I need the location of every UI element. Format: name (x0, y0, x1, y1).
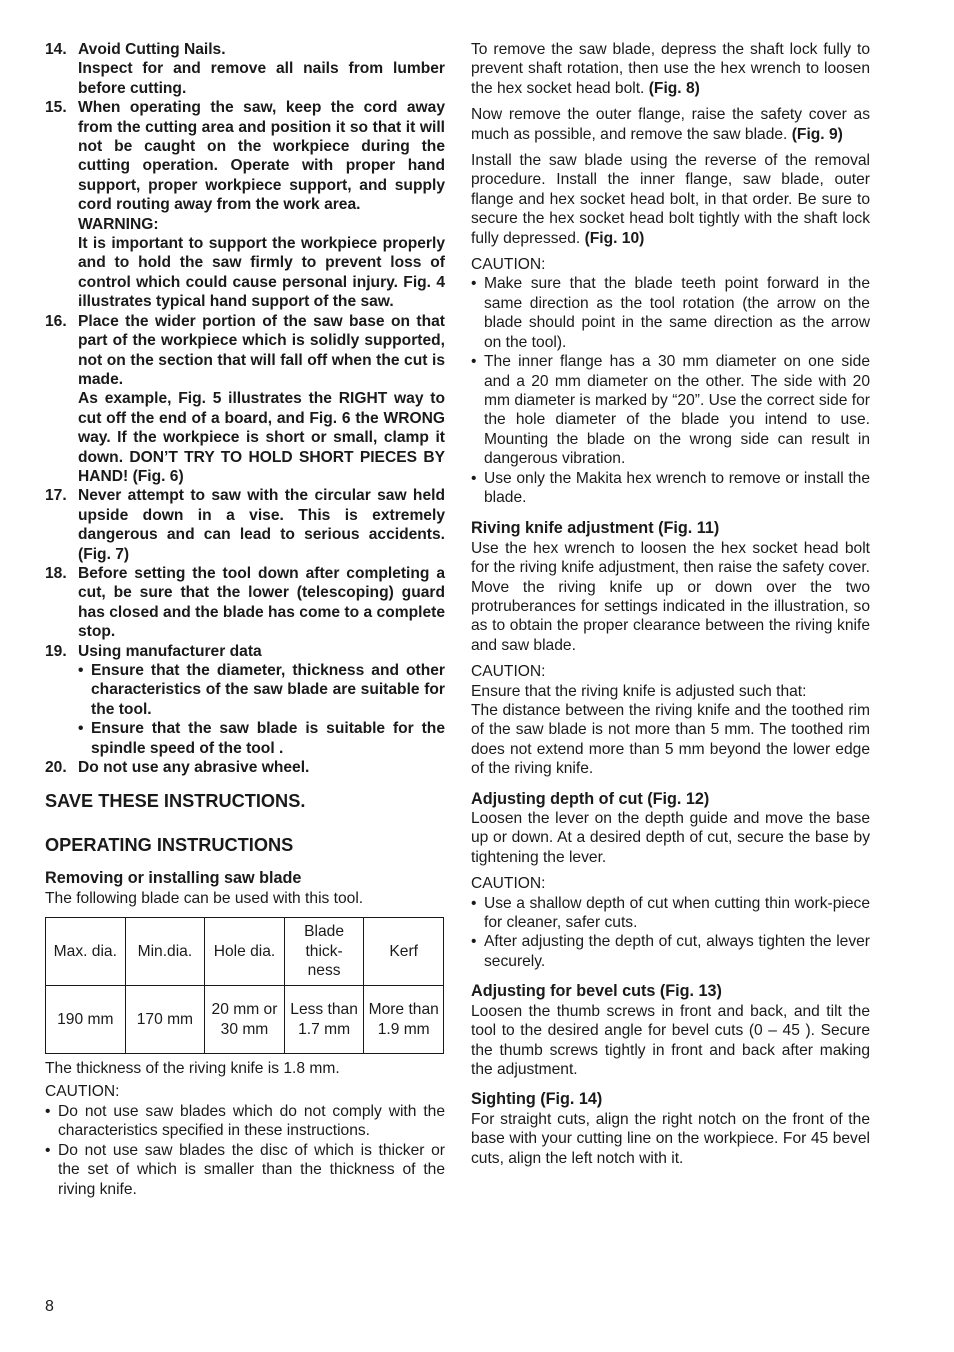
warning-label: WARNING: (78, 215, 159, 233)
table-header: Blade thick- ness (284, 918, 364, 986)
sub-bullet-list (78, 661, 445, 758)
caution-item: • Use only the Makita hex wrench to remove or install the blade. (471, 469, 870, 506)
safety-item-15 (45, 98, 445, 311)
table-cell: 190 mm (46, 986, 126, 1054)
table-cell: Less than 1.7 mm (284, 986, 364, 1054)
table-cell: 170 mm (125, 986, 205, 1054)
table-cell: 20 mm or 30 mm (205, 986, 285, 1054)
item-number: 19. (45, 642, 67, 660)
safety-item-20 (45, 758, 445, 777)
depth-caution-list (471, 894, 870, 972)
safety-item-19 (45, 642, 445, 758)
safety-item-18 (45, 564, 445, 642)
caution-item: • Make sure that the blade teeth point forward in the same direction as the tool rotation (the arrow on the blade should point in the same direction as the arrow on the tool). (471, 275, 870, 351)
fig-reference: (Fig. 8) (648, 79, 700, 97)
caution-label: CAUTION: (471, 256, 546, 274)
sub-bullet: • Ensure that the saw blade is suitable for the spindle speed of the tool . (78, 719, 445, 758)
item-number: 20. (45, 759, 67, 777)
item-title: Avoid Cutting Nails. (78, 41, 226, 58)
operating-instructions-heading: OPERATING INSTRUCTIONS (45, 834, 294, 855)
caution-item: • Do not use saw blades the disc of which is thicker or the set of which is smaller than the thickness of the riving knife. (45, 1141, 445, 1198)
left-column (45, 40, 445, 1199)
table-header-row (46, 918, 444, 986)
fig-reference: (Fig. 10) (584, 229, 645, 247)
item-text: As example, Fig. 5 illustrates the RIGHT way to cut off the end of a board, and Fig. 6 the WRONG way. If the workpiece is short or small, clamp it down. DON’T TRY TO HOLD SHORT PIECES BY HAND! (Fig. 6) (78, 390, 445, 485)
safety-item-16 (45, 312, 445, 487)
safety-item-14 (45, 40, 445, 98)
blade-intro: The following blade can be used with this tool. (45, 889, 364, 907)
remove-blade-paragraph: To remove the saw blade, depress the shaft lock fully to prevent shaft rotation, then use the hex wrench to loosen the hex socket head bolt. (Fig. 8) (471, 41, 870, 97)
sighting-body: For straight cuts, align the right notch on the front of the base with your cutting line on the workpiece. For 45 bevel cuts, align the left notch with it. (471, 1110, 870, 1167)
safety-list (45, 40, 445, 777)
page-number: 8 (45, 1298, 54, 1315)
install-blade-paragraph: Install the saw blade using the reverse of the removal procedure. Install the inner flange, saw blade, outer flange and hex socket head bolt, in that order. Be sure to secure the hex socket head bolt tightly with the shaft lock fully depressed. (Fig. 10) (471, 152, 870, 247)
safety-item-17 (45, 486, 445, 564)
bevel-cuts-heading: Adjusting for bevel cuts (Fig. 13) (471, 982, 722, 1001)
item-number: 14. (45, 41, 67, 58)
right-column (471, 40, 870, 1168)
item-number: 18. (45, 564, 67, 582)
fig-reference: (Fig. 9) (791, 125, 843, 143)
caution-item: • The inner flange has a 30 mm diameter on one side and a 20 mm diameter on the other. The side with 20 mm diameter is marked by “20”. Use the correct side for the hole diameter of the blade you intend to use. Mounting the blade on the wrong side can result in dangerous vibration. (471, 353, 870, 468)
item-number: 16. (45, 312, 67, 330)
save-instructions-heading: SAVE THESE INSTRUCTIONS. (45, 791, 306, 812)
table-header: Min.dia. (125, 918, 205, 986)
table-header: Kerf (364, 918, 444, 986)
blade-spec-table (45, 917, 444, 1054)
outer-flange-paragraph: Now remove the outer flange, raise the safety cover as much as possible, and remove the saw blade. (Fig. 9) (471, 106, 870, 143)
table-cell: More than 1.9 mm (364, 986, 444, 1054)
caution-label: CAUTION: (471, 663, 546, 681)
item-text: Place the wider portion of the saw base on that part of the workpiece which is solidly supported, not on the section that will fall off when the cut is made. (78, 312, 445, 388)
riving-knife-heading: Riving knife adjustment (Fig. 11) (471, 519, 720, 538)
item-text: Do not use any abrasive wheel. (78, 759, 310, 777)
riving-knife-body: Use the hex wrench to loosen the hex socket head bolt for the riving knife adjustment, then raise the safety cover. Move the riving knife up or down over the two protruberances for settings indicated in the illustration, so as to obtain the proper clearance between the riving knife and saw blade. (471, 539, 870, 654)
table-header: Hole dia. (205, 918, 285, 986)
caution-item: • After adjusting the depth of cut, always tighten the lever securely. (471, 933, 870, 970)
blade-caution-list (471, 274, 870, 507)
depth-of-cut-heading: Adjusting depth of cut (Fig. 12) (471, 789, 710, 808)
item-text: Never attempt to saw with the circular saw held upside down in a vise. This is extremely dangerous and can lead to serious accidents. (Fig. 7) (78, 487, 445, 563)
depth-of-cut-body: Loosen the lever on the depth guide and move the base up or down. At a desired depth of cut, secure the base by tightening the lever. (471, 810, 870, 866)
caution-label: CAUTION: (471, 875, 546, 893)
item-text: When operating the saw, keep the cord away from the cutting area and position it so that it will not be caught on the workpiece during the cutting operation. Operate with proper hand support, proper workpiece support, and supply cord routing away from the work area. (78, 99, 445, 214)
riving-caution-text: The distance between the riving knife and the toothed rim of the saw blade is not more than 5 mm. The toothed rim does not extend more than 5 mm beyond the lower edge of the riving knife. (471, 702, 870, 778)
item-text: Before setting the tool down after completing a cut, be sure that the lower (telescoping) guard has closed and the blade has come to a complete stop. (78, 564, 445, 641)
removing-blade-heading: Removing or installing saw blade (45, 869, 302, 888)
table-header: Max. dia. (46, 918, 126, 986)
sub-bullet: • Ensure that the diameter, thickness and other characteristics of the saw blade are suitable for the tool. (78, 661, 445, 719)
item-number: 15. (45, 99, 67, 117)
caution-item: • Use a shallow depth of cut when cutting thin work-piece for cleaner, safer cuts. (471, 894, 870, 932)
sighting-heading: Sighting (Fig. 14) (471, 1090, 603, 1109)
caution-label: CAUTION: (45, 1083, 120, 1101)
item-text: Inspect for and remove all nails from lumber before cutting. (78, 60, 445, 97)
caution-item: • Do not use saw blades which do not comply with the characteristics specified in these instructions. (45, 1102, 445, 1140)
table-row (46, 986, 444, 1054)
item-text: Using manufacturer data (78, 642, 262, 660)
bevel-cuts-body: Loosen the thumb screws in front and back, and tilt the tool to the desired angle for bevel cuts (0 – 45 ). Secure the thumb screws tightly in front and back after making the adjustment. (471, 1002, 870, 1078)
item-number: 17. (45, 487, 67, 505)
caution-list (45, 1102, 445, 1199)
riving-caution-line: Ensure that the riving knife is adjusted such that: (471, 682, 807, 700)
riving-thickness-note: The thickness of the riving knife is 1.8 mm. (45, 1060, 340, 1078)
warning-text: It is important to support the workpiece properly and to hold the saw firmly to prevent loss of control which could cause personal injury. Fig. 4 illustrates typical hand support of the saw. (78, 235, 445, 311)
